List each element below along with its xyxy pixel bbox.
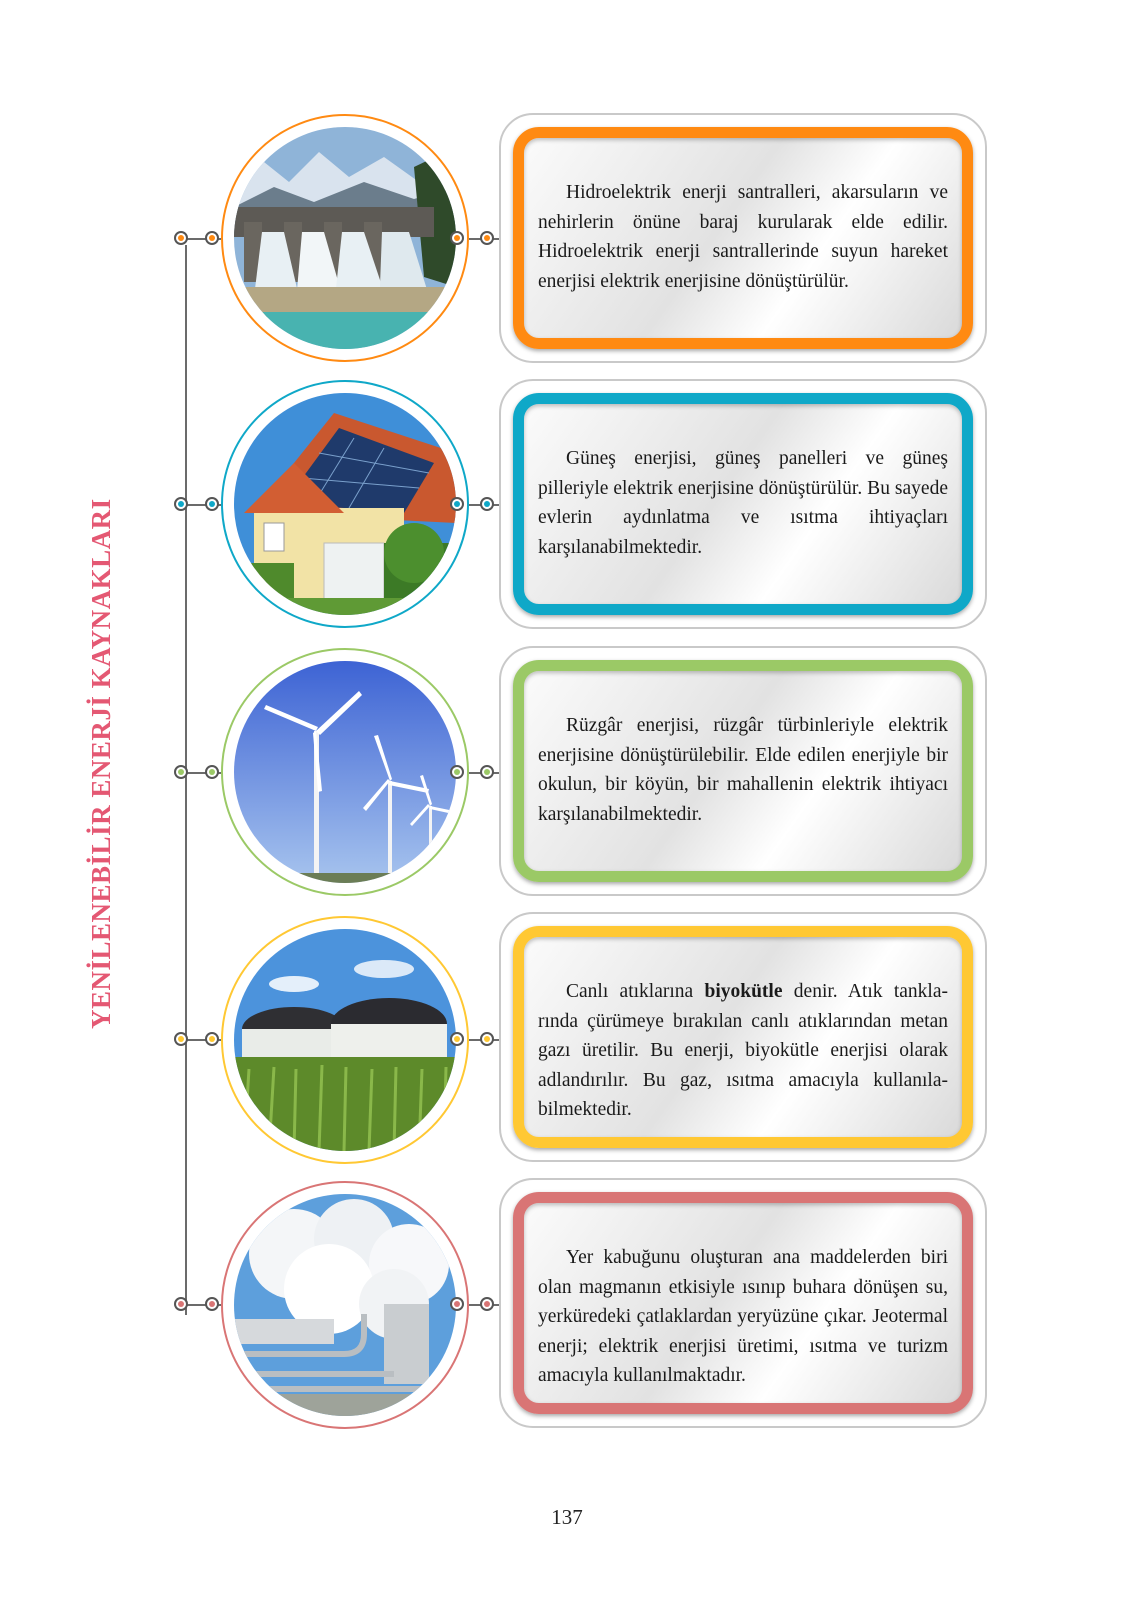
connector-dot bbox=[450, 765, 464, 779]
wind-image-frame bbox=[221, 648, 469, 896]
connector-dot bbox=[205, 1297, 219, 1311]
info-card-biomass bbox=[499, 912, 987, 1162]
info-card-solar bbox=[499, 379, 987, 629]
energy-row-hydro bbox=[0, 113, 1134, 373]
connector-dot bbox=[480, 231, 494, 245]
info-card-geothermal bbox=[499, 1178, 987, 1428]
geothermal-image-frame bbox=[221, 1181, 469, 1429]
connector-dot bbox=[205, 1032, 219, 1046]
solar-image-frame bbox=[221, 380, 469, 628]
energy-row-wind bbox=[0, 646, 1134, 906]
connector-dot bbox=[450, 1297, 464, 1311]
connector-dot bbox=[205, 231, 219, 245]
wind-turbines-photo bbox=[234, 661, 456, 883]
connector-dot bbox=[174, 1297, 188, 1311]
connector-dot bbox=[450, 497, 464, 511]
hydroelectric-dam-photo bbox=[234, 127, 456, 349]
info-card-wind bbox=[499, 646, 987, 896]
side-title: YENİLENEBİLİR ENERJİ KAYNAKLARI bbox=[86, 498, 116, 1029]
info-card-hydro bbox=[499, 113, 987, 363]
connector-dot bbox=[450, 1032, 464, 1046]
geothermal-plant-photo bbox=[234, 1194, 456, 1416]
card-text: Yer kabuğunu oluşturan ana maddelerden biri olan magmanın etkisiyle ısınıp buhara dönüşen su, yerküredeki çatlaklardan yeryüzüne çıkar. Jeotermal enerji; elektrik enerjisi üretimi, ısıtma ve turizm amacıyla kullanılmaktadır. bbox=[538, 1247, 948, 1386]
biomass-image-frame bbox=[221, 916, 469, 1164]
connector-dot bbox=[480, 765, 494, 779]
connector-dot bbox=[205, 765, 219, 779]
energy-row-solar bbox=[0, 379, 1134, 639]
connector-dot bbox=[174, 765, 188, 779]
card-text: Rüzgâr enerjisi, rüzgâr türbinleriyle elektrik enerjisine dönüştürülebilir. Elde edilen enerjiyle bir okulun, bir köyün, bir mahallenin elektrik ihtiyacı karşılanabilmektedir. bbox=[538, 715, 948, 825]
connector-dot bbox=[174, 231, 188, 245]
page-number: 137 bbox=[551, 1505, 583, 1529]
card-text: Canlı atıklarına biyokütle denir. Atık tanklarında çürümeye bırakılan canlı atıklarından metan gazı üretilir. Bu enerji, biyokütle enerjisi olarak adlandırılır. Bu gaz, ısıtma amacıyla kullanılabilmektedir. bbox=[538, 981, 948, 1120]
connector-dot bbox=[480, 1032, 494, 1046]
connector-dot bbox=[450, 231, 464, 245]
connector-dot bbox=[480, 1297, 494, 1311]
connector-dot bbox=[174, 1032, 188, 1046]
hydro-image-frame bbox=[221, 114, 469, 362]
biogas-tanks-photo bbox=[234, 929, 456, 1151]
connector-dot bbox=[480, 497, 494, 511]
connector-dot bbox=[174, 497, 188, 511]
energy-row-biomass bbox=[0, 912, 1134, 1172]
energy-row-geothermal bbox=[0, 1178, 1134, 1438]
solar-panel-house-photo bbox=[234, 393, 456, 615]
card-text: Güneş enerjisi, güneş panelleri ve güneş pilleriyle elektrik enerjisine dönüştürülür. Bu sayede evlerin aydınlatma ve ısıtma ihtiyaçları karşılanabilmektedir. bbox=[538, 448, 948, 558]
biyokutle-term: biyokütle bbox=[704, 981, 783, 1002]
card-text: Hidroelektrik enerji santralleri, akarsuların ve nehirlerin önüne baraj kurularak elde edilir. Hidroelektrik enerji santrallerinde suyun hareket enerjisi elektrik enerjisine dönüştürülür. bbox=[538, 182, 948, 292]
connector-dot bbox=[205, 497, 219, 511]
